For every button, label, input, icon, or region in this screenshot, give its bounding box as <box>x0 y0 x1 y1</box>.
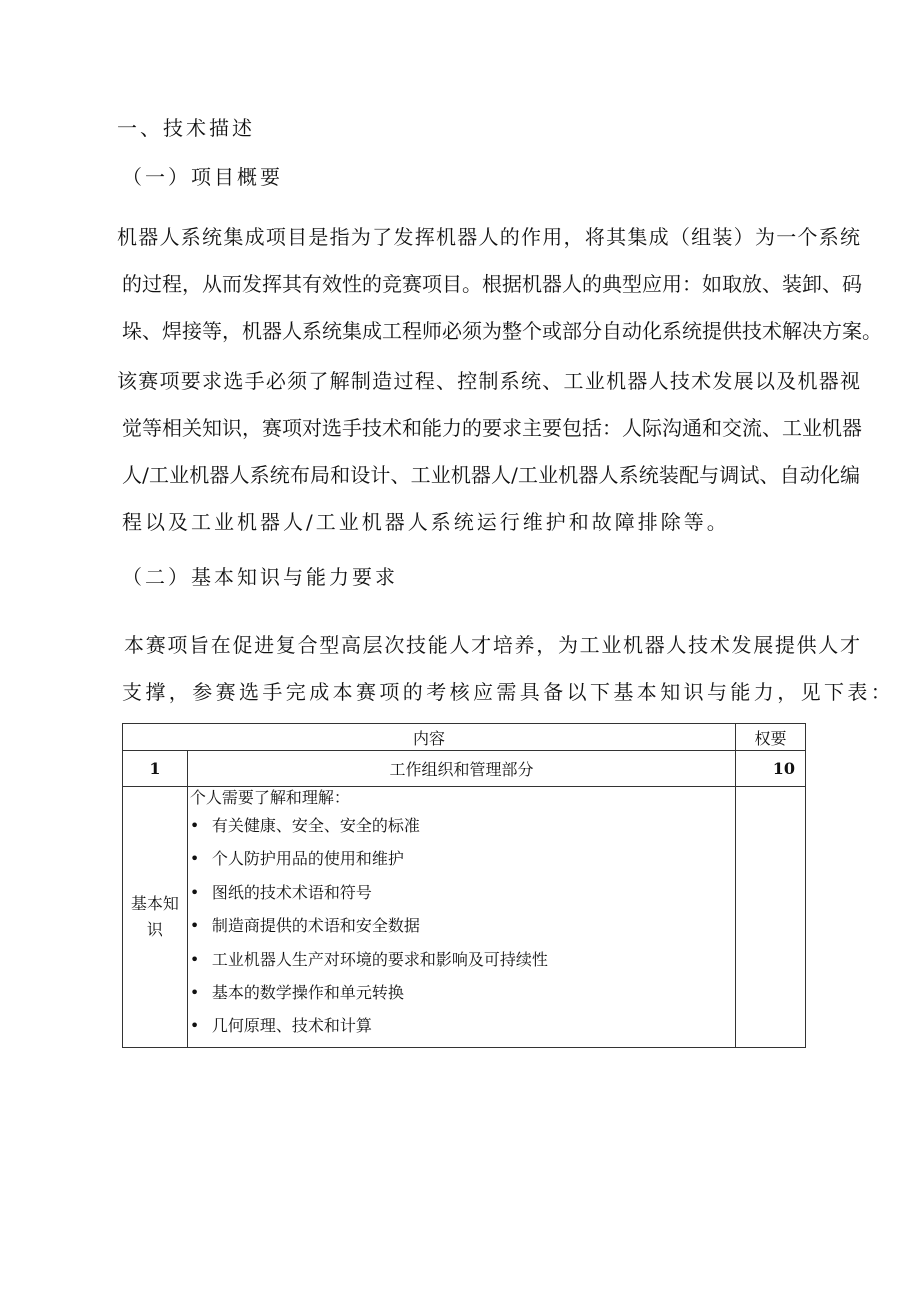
list-item: • 几何原理、技术和计算 <box>189 1016 372 1036</box>
list-item: • 个人防护用品的使用和维护 <box>189 849 404 869</box>
para2-line: 该赛项要求选手必须了解制造过程、控制系统、工业机器人技术发展以及机器视 <box>117 369 860 393</box>
list-item: • 工业机器人生产对环境的要求和影响及可持续性 <box>189 949 548 969</box>
heading-1: 一、技术描述 <box>117 116 255 140</box>
table-header-row <box>123 724 806 751</box>
bullet-list <box>190 809 733 1043</box>
list-item: • 图纸的技术术语和符号 <box>189 882 372 902</box>
list-item: • 基本的数学操作和单元转换 <box>189 983 404 1003</box>
list-item: • 制造商提供的术语和安全数据 <box>189 916 420 936</box>
table-row <box>123 751 806 787</box>
row-intro: 个人需要了解和理解： <box>189 788 350 807</box>
para3-line: 本赛项旨在促进复合型高层次技能人才培养，为工业机器人技术发展提供人才 <box>124 633 860 657</box>
row-weight-empty <box>736 787 806 1048</box>
header-weight: 权要 <box>736 724 806 751</box>
para3-line: 支撑，参赛选手完成本赛项的考核应需具备以下基本知识与能力，见下表： <box>122 680 895 704</box>
para1-line: 垛、焊接等，机器人系统集成工程师必须为整个或部分自动化系统提供技术解决方案。 <box>122 319 882 343</box>
header-content: 内容 <box>123 724 736 751</box>
heading-2: （一）项目概要 <box>122 165 283 189</box>
para1-line: 机器人系统集成项目是指为了发挥机器人的作用，将其集成（组装）为一个系统 <box>117 225 860 249</box>
list-item: • 有关健康、安全、安全的标准 <box>189 816 420 835</box>
heading-3: （二）基本知识与能力要求 <box>122 565 398 589</box>
table-row <box>123 787 806 1048</box>
knowledge-table <box>122 723 806 1048</box>
row-number: 1 <box>123 751 188 787</box>
para2-line: 觉等相关知识，赛项对选手技术和能力的要求主要包括：人际沟通和交流、工业机器 <box>122 416 862 440</box>
row-label: 基本知识 <box>123 787 188 1048</box>
row-title: 工作组织和管理部分 <box>187 751 735 787</box>
para2-line: 人/工业机器人系统布局和设计、工业机器人/工业机器人系统装配与调试、自动化编 <box>122 463 860 487</box>
para1-line: 的过程，从而发挥其有效性的竞赛项目。根据机器人的典型应用：如取放、装卸、码 <box>122 272 862 296</box>
para2-line: 程以及工业机器人/工业机器人系统运行维护和故障排除等。 <box>122 510 730 534</box>
row-weight: 10 <box>736 751 806 787</box>
